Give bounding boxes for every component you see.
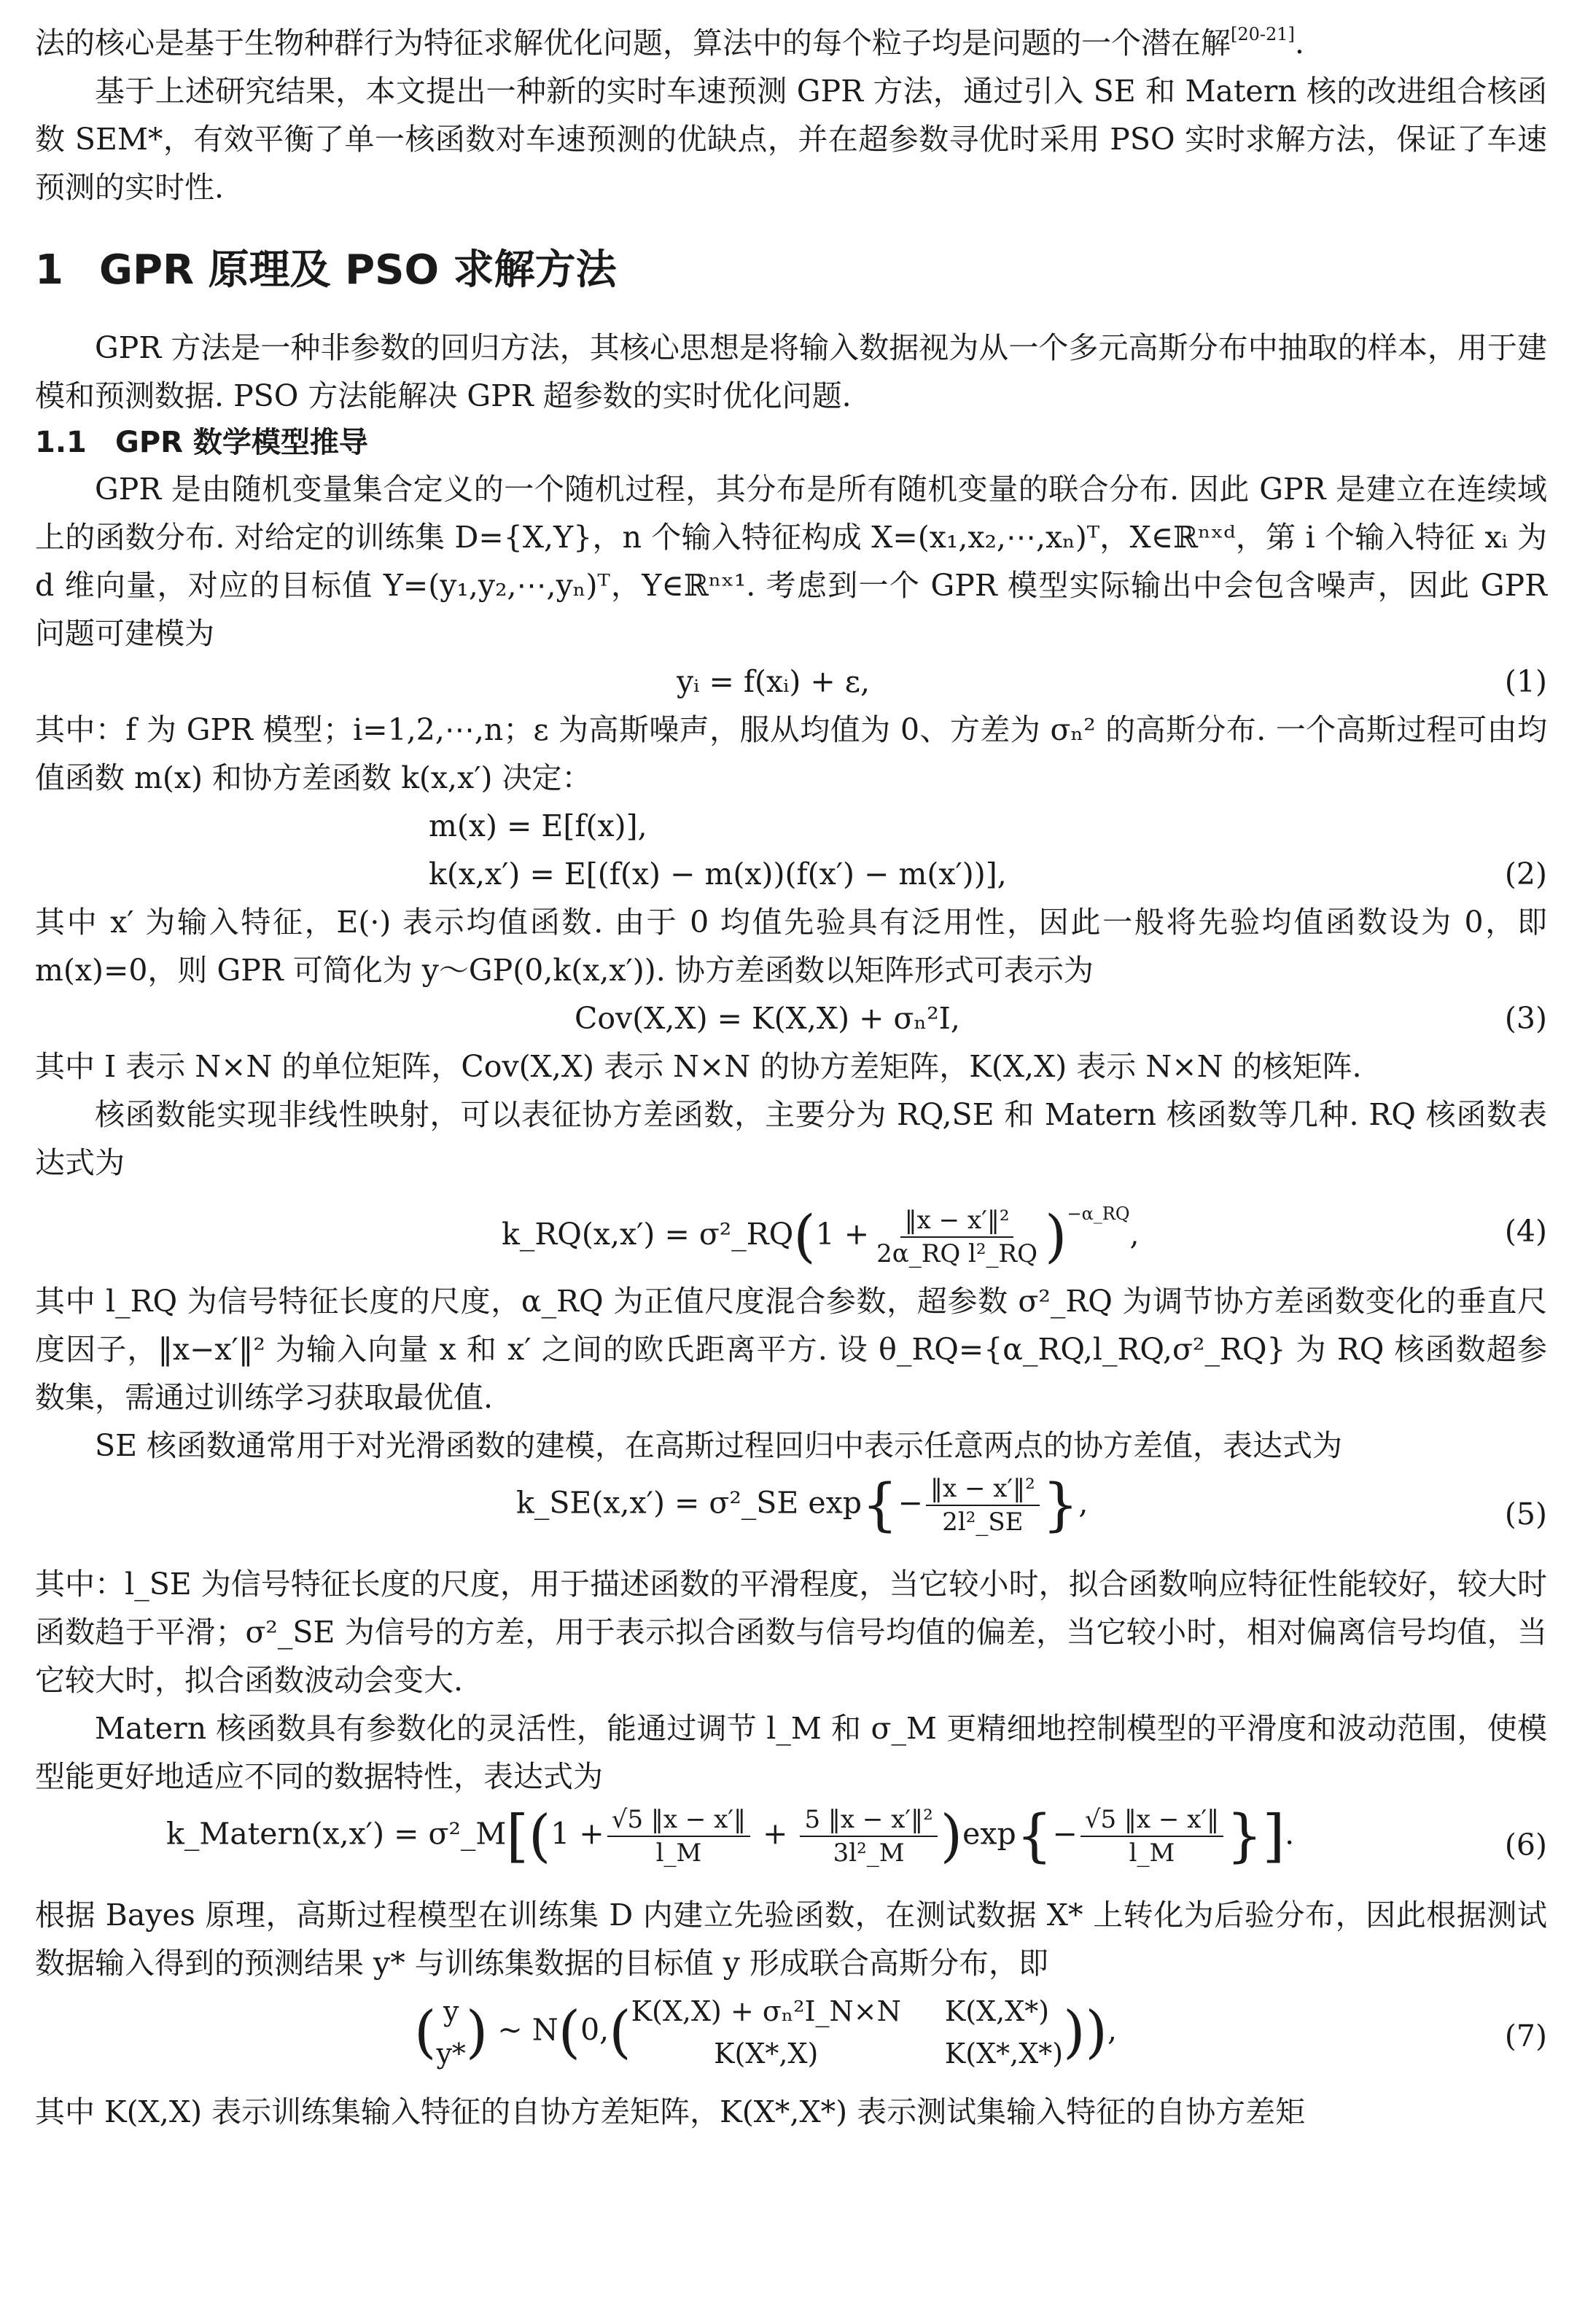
equation-7 — [35, 1987, 1547, 2088]
equation-number: (4) — [1504, 1214, 1547, 1249]
citation: [20-21] — [1231, 24, 1295, 44]
section-heading-1 — [35, 245, 1547, 296]
fraction-denominator: l_M — [655, 1838, 702, 1868]
equation-1 — [35, 658, 1547, 706]
equation-term: exp — [962, 1816, 1016, 1852]
right-paren: ) — [940, 1804, 963, 1869]
equation-term: 0, — [580, 2012, 610, 2048]
vector-entry: y* — [436, 2038, 466, 2070]
paragraph-kernel-types: 核函数能实现非线性映射，可以表征协方差函数，主要分为 RQ,SE 和 Matern 核函数等几种. RQ 核函数表达式为 — [35, 1097, 1547, 1180]
equation-number: (5) — [1504, 1497, 1547, 1532]
right-paren: ) — [1063, 2000, 1086, 2065]
left-paren: ( — [793, 1204, 816, 1270]
fraction-denominator: l_M — [1129, 1838, 1175, 1868]
paragraph-mean-function: 其中 x′ 为输入特征，E(·) 表示均值函数. 由于 0 均值先验具有泛用性，因此一般将先验均值函数设为 0，即 m(x)=0，则 GPR 可简化为 y～GP(0,k(x,x′)). 协方差函数以矩阵形式可表示为 — [35, 905, 1547, 988]
paragraph-rq-params: 其中 l_RQ 为信号特征长度的尺度，α_RQ 为正值尺度混合参数，超参数 σ²_RQ 为调节协方差函数变化的垂直尺度因子，‖x−x′‖² 为输入向量 x 和 x′ 之间的欧氏距离平方. 设 θ_RQ={α_RQ,l_RQ,σ²_RQ} 为 RQ 核函数超参数集，需通过训练学习获取最优值. — [35, 1284, 1547, 1415]
paragraph-matrix-defs: 其中 I 表示 N×N 的单位矩阵，Cov(X,X) 表示 N×N 的协方差矩阵，K(X,X) 表示 N×N 的核矩阵. — [35, 1049, 1362, 1084]
equation-term: ~ N — [497, 2012, 558, 2048]
section-number: 1 — [35, 246, 63, 294]
left-paren: ( — [414, 2000, 437, 2065]
matrix — [631, 1990, 1063, 2075]
equation-body: Cov(X,X) = K(X,X) + σₙ²I, — [575, 1001, 960, 1036]
paragraph-intro-end — [35, 10, 1547, 67]
equation-term: 1 + — [550, 1816, 604, 1852]
paper-page — [35, 10, 1547, 2136]
left-paren: ( — [528, 1804, 551, 1869]
right-paren: ) — [1085, 2000, 1107, 2065]
fraction — [926, 1473, 1040, 1538]
paragraph-matern-kernel: Matern 核函数具有参数化的灵活性，能通过调节 l_M 和 σ_M 更精细地控制模型的平滑度和波动范围，使模型能更好地适应不同的数据特性，表达式为 — [35, 1711, 1547, 1794]
fraction-numerator: ‖x − x′‖² — [926, 1473, 1040, 1506]
fraction — [800, 1804, 937, 1869]
fraction-denominator: 2α_RQ l²_RQ — [876, 1239, 1038, 1268]
fraction — [607, 1804, 750, 1869]
matrix-entry: K(X*,X) — [714, 2038, 819, 2070]
right-brace: } — [1042, 1473, 1079, 1538]
right-bracket: ] — [1262, 1804, 1285, 1869]
equation-2b — [35, 850, 1547, 898]
fraction-numerator: √5 ‖x − x′‖ — [1080, 1804, 1223, 1837]
equation-number: (2) — [1504, 857, 1547, 892]
paragraph-covariance-defs: 其中 K(X,X) 表示训练集输入特征的自协方差矩阵，K(X*,X*) 表示测试集输入特征的自协方差矩 — [35, 2094, 1306, 2129]
exponent: −α_RQ — [1067, 1204, 1130, 1224]
fraction-denominator: 3l²_M — [833, 1838, 905, 1868]
paragraph-text: . — [1294, 26, 1304, 61]
paragraph-gpr-overview: GPR 方法是一种非参数的回归方法，其核心思想是将输入数据视为从一个多元高斯分布中抽取的样本，用于建模和预测数据. PSO 方法能解决 GPR 超参数的实时优化问题. — [35, 330, 1547, 413]
equation-number: (6) — [1504, 1828, 1547, 1863]
equation-6 — [35, 1801, 1547, 1891]
fraction-numerator: √5 ‖x − x′‖ — [607, 1804, 750, 1837]
right-paren: ) — [465, 2000, 488, 2065]
equation-number: (7) — [1504, 2019, 1547, 2054]
matrix-entry: K(X,X) + σₙ²I_N×N — [631, 1995, 901, 2027]
equation-body: m(x) = E[f(x)], — [429, 808, 647, 843]
fraction-denominator: 2l²_SE — [942, 1508, 1024, 1537]
equation-body: k_Matern(x,x′) = σ²_M[(1 + $\frac{√5 ‖x - x'‖}{l\_M}$ + $\frac{\text{5 ‖x − x′‖²}}{\text{3l²\_M}}$ )exp{− $\frac{√5 ‖x - x'‖}{l\_M}$ }]. — [166, 1804, 1295, 1869]
left-paren: ( — [609, 2000, 631, 2065]
subsection-title: GPR 数学模型推导 — [115, 426, 368, 459]
paragraph-method-summary: 基于上述研究结果，本文提出一种新的实时车速预测 GPR 方法，通过引入 SE 和 Matern 核的改进组合核函数 SEM*，有效平衡了单一核函数对车速预测的优缺点，并在超参数寻优时采用 PSO 实时求解方法，保证了车速预测的实时性. — [35, 74, 1547, 205]
paragraph-se-params: 其中：l_SE 为信号特征长度的尺度，用于描述函数的平滑程度，当它较小时，拟合函数响应特征性能较好，较大时函数趋于平滑；σ²_SE 为信号的方差，用于表示拟合函数与信号均值的偏差，当它较小时，相对偏离信号均值，当它较大时，拟合函数波动会变大. — [35, 1567, 1547, 1698]
equation-body: ( y y* ) ~ N(0,( K(X,X) + σₙ²I_N×N K(X,X*) K(X*,X) K(X*,X*) )), — [414, 1990, 1117, 2075]
right-paren: ) — [1045, 1204, 1067, 1270]
paragraph-noise: 其中：f 为 GPR 模型；i=1,2,⋯,n；ε 为高斯噪声，服从均值为 0、方差为 σₙ² 的高斯分布. 一个高斯过程可由均值函数 m(x) 和协方差函数 k(x,x′) 决定： — [35, 712, 1547, 795]
left-brace: { — [1016, 1804, 1053, 1869]
equation-4 — [35, 1187, 1547, 1277]
right-brace: } — [1226, 1804, 1263, 1869]
equation-body: k(x,x′) = E[(f(x) − m(x))(f(x′) − m(x′))], — [429, 857, 1007, 892]
paragraph-bayes: 根据 Bayes 原理，高斯过程模型在训练集 D 内建立先验函数，在测试数据 X* 上转化为后验分布，因此根据测试数据输入得到的预测结果 y* 与训练集数据的目标值 y 形成联合高斯分布，即 — [35, 1898, 1547, 1981]
subsection-heading-1-1 — [35, 420, 1547, 465]
equation-3 — [35, 994, 1547, 1042]
fraction — [1080, 1804, 1223, 1869]
equation-body: k_SE(x,x′) = σ²_SE exp{− $\frac{\text{‖x − x′‖²}}{\text{2l²\_SE}}$ }, — [516, 1473, 1089, 1538]
matrix-entry: K(X,X*) — [944, 1995, 1050, 2027]
left-paren: ( — [558, 2000, 581, 2065]
equation-2a — [35, 802, 1547, 850]
equation-lhs: k_RQ(x,x′) = σ²_RQ — [502, 1217, 794, 1252]
matrix-entry: K(X*,X*) — [944, 2038, 1064, 2070]
fraction-numerator: ‖x − x′‖² — [900, 1204, 1014, 1238]
vector — [436, 1990, 465, 2075]
fraction-numerator: 5 ‖x − x′‖² — [800, 1804, 937, 1837]
equation-lhs: k_SE(x,x′) = σ²_SE exp — [516, 1485, 862, 1521]
vector-entry: y — [443, 1995, 459, 2027]
left-bracket: [ — [506, 1804, 529, 1869]
section-title: GPR 原理及 PSO 求解方法 — [99, 246, 617, 294]
equation-body: yᵢ = f(xᵢ) + ε, — [677, 664, 871, 699]
left-brace: { — [861, 1473, 898, 1538]
equation-number: (1) — [1504, 664, 1547, 699]
subsection-number: 1.1 — [35, 426, 87, 459]
paragraph-gpr-definition: GPR 是由随机变量集合定义的一个随机过程，其分布是所有随机变量的联合分布. 因此 GPR 是建立在连续域上的函数分布. 对给定的训练集 D={X,Y}，n 个输入特征构成 X=(x₁,x₂,⋯,xₙ)ᵀ，X∈ℝⁿˣᵈ，第 i 个输入特征 xᵢ 为 d 维向量，对应的目标值 Y=(y₁,y₂,⋯,yₙ)ᵀ，Y∈ℝⁿˣ¹. 考虑到一个 GPR 模型实际输出中会包含噪声，因此 GPR 问题可建模为 — [35, 472, 1547, 651]
equation-5 — [35, 1470, 1547, 1560]
paragraph-text: 法的核心是基于生物种群行为特征求解优化问题，算法中的每个粒子均是问题的一个潜在解 — [35, 26, 1231, 61]
fraction — [872, 1204, 1042, 1270]
equation-lhs: k_Matern(x,x′) = σ²_M — [166, 1816, 507, 1852]
paragraph-se-kernel: SE 核函数通常用于对光滑函数的建模，在高斯过程回归中表示任意两点的协方差值，表达式为 — [95, 1428, 1343, 1463]
equation-term: 1 + — [815, 1217, 870, 1252]
equation-number: (3) — [1504, 1001, 1547, 1036]
equation-body: k_RQ(x,x′) = σ²_RQ(1 + $\frac{\text{‖x − x′‖²}}{\text{2α\_RQ l²\_RQ}}$ )$^{-\alpha\_RQ}$, — [502, 1204, 1140, 1270]
